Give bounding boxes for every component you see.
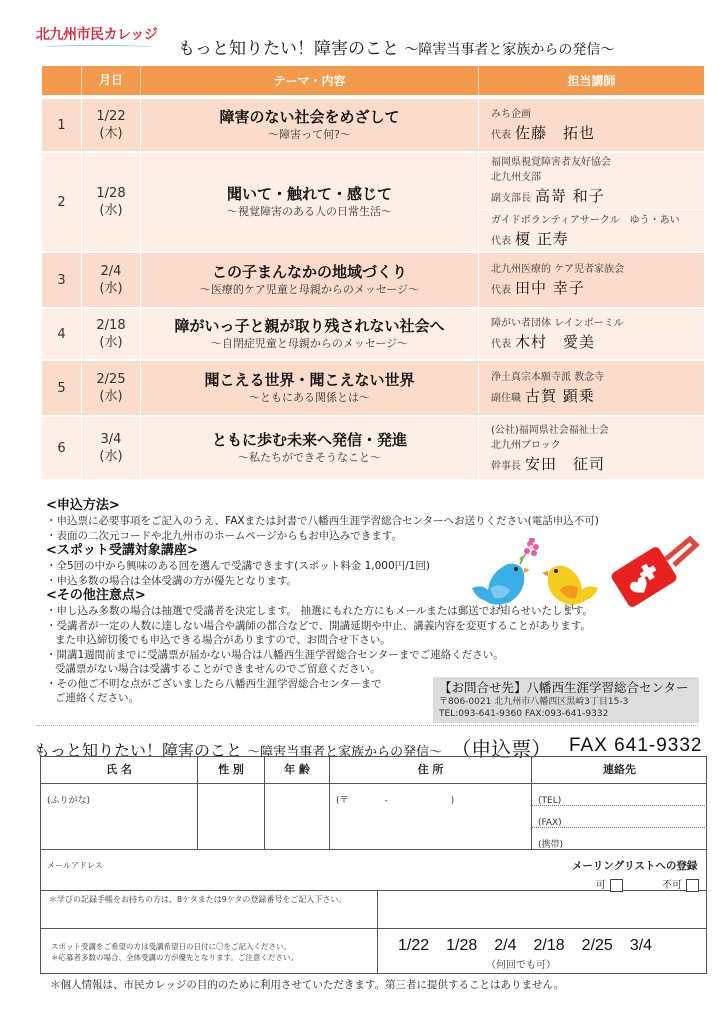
session-instructor — [479, 417, 704, 479]
notes-section — [46, 498, 706, 706]
theme-title: 障害のない社会をめざして — [219, 108, 400, 126]
fax-label: (FAX) — [538, 818, 562, 828]
mobile-field[interactable] — [532, 828, 707, 850]
form-title-sub: ～障害当事者と家族からの発信～ — [247, 745, 443, 760]
schedule-row — [42, 253, 704, 307]
spot-date-option[interactable]: 2/4 — [494, 937, 517, 954]
other-line: ・申し込み多数の場合は抽選で受講者を決定します。 抽選にもれた方にもメールまたは郵送でお知らせいたします。 — [46, 605, 594, 617]
mailing-no-checkbox[interactable] — [686, 879, 699, 892]
date-text: 2/25 — [96, 372, 126, 387]
theme-subtitle: ～私たちができそうなこと～ — [238, 451, 381, 464]
instructor-block — [479, 209, 704, 249]
session-instructor — [479, 153, 704, 251]
spot-line: ・全5回の中から興味のある回を選んで受講できます(スポット料金 1,000円/1回) — [46, 560, 430, 572]
instructor-line — [491, 122, 704, 143]
date-text: 2/18 — [96, 318, 126, 333]
birds-illustration — [470, 538, 600, 613]
other-line: ・開講1週間前までに受講票が届かない場合は八幡西生涯学習総合センターまでご連絡ください。 — [46, 648, 504, 661]
apply-line: ・申込票に必要事項をご記入のうえ、FAXまたは封書で八幡西生涯学習総合センターへお送りください(電話申込不可) — [46, 515, 599, 527]
instructor-org: ガイドボランティアサークル ゆう・あい — [491, 215, 680, 226]
instructor-org: 北九州ブロック — [491, 439, 561, 451]
apply-line: ・表面の二次元コードや北九州市のホームページからもお申込みできます。 — [46, 529, 402, 542]
tel-label: (TEL) — [538, 796, 562, 806]
header-date: 月日 — [82, 66, 141, 95]
blue-bird-icon — [472, 564, 530, 610]
instructor-name: 榎 正寿 — [515, 230, 569, 248]
mailing-yes-label: 可 — [595, 880, 606, 891]
session-instructor — [479, 99, 704, 151]
theme-title: 聞こえる世界・聞こえない世界 — [204, 371, 415, 389]
record-note-cell — [41, 891, 378, 929]
yellow-bird-icon — [542, 566, 598, 610]
session-instructor — [479, 253, 704, 307]
spot-date-option[interactable]: 3/4 — [629, 937, 653, 954]
privacy-note: ＊個人情報は、市民カレッジの目的のために利用させていただきます。第三者に提供することはありません。 — [50, 979, 565, 991]
schedule-row — [42, 417, 704, 479]
spot-note-2: ＊応募者多数の場合、全体受講の方が優先となります。ご注意ください。 — [51, 953, 298, 962]
spot-note-cell — [41, 929, 378, 974]
schedule-row — [42, 153, 704, 251]
spot-dates-cell — [378, 929, 707, 974]
instructor-block — [491, 370, 704, 406]
spot-date-option[interactable]: 2/25 — [581, 937, 613, 954]
other-line: ・その他ご不明な点がございましたら八幡西生涯学習総合センターまで — [46, 677, 382, 690]
record-note: ＊学びの記録手帳をお持ちの方は、8ケタまたは9ケタの登録番号をご記入下さい。 — [49, 895, 347, 904]
session-number: 4 — [42, 309, 82, 359]
page-title-sub: ～障害当事者と家族からの発信～ — [404, 42, 615, 58]
session-date — [82, 309, 141, 359]
instructor-name: 安田 征司 — [525, 454, 606, 473]
other-heading: <その他注意点> — [46, 588, 146, 603]
day-text: (水) — [99, 449, 123, 464]
apply-heading: <申込方法> — [46, 498, 120, 513]
instructor-org: 障がい者団体 レインボーミル — [491, 318, 624, 329]
instructor-name: 高嵜 和子 — [535, 187, 605, 205]
session-number: 6 — [42, 417, 82, 479]
instructor-org: (公社)福岡県社会福祉士会 — [491, 424, 609, 436]
instructor-org: 福岡県視覚障害者友好協会 — [491, 157, 611, 168]
session-number: 1 — [42, 99, 82, 151]
logo-swoosh — [42, 45, 152, 49]
instructor-block — [491, 316, 704, 352]
instructor-line — [491, 453, 704, 474]
session-instructor — [479, 361, 704, 415]
application-form — [40, 756, 707, 974]
instructor-role: 代表 — [491, 236, 511, 247]
contact-box — [433, 677, 699, 723]
header-gender: 性 別 — [198, 757, 265, 784]
fax-number: FAX 641-9332 — [569, 735, 703, 756]
header-theme: テーマ・内容 — [141, 66, 479, 95]
instructor-name: 佐藤 拓也 — [515, 124, 596, 142]
instructor-role: 代表 — [491, 285, 511, 296]
day-text: (木) — [99, 126, 123, 141]
flower-icon — [519, 538, 539, 564]
tel-field[interactable] — [532, 784, 707, 806]
schedule-row — [42, 99, 704, 151]
mailing-list — [572, 858, 699, 892]
other-line: 受講票がない場合は受講することができませんのでご留意ください。 — [55, 663, 381, 675]
other-line: また申込締切後でも申込できる場合がありますので、お問合せ下さい。 — [55, 634, 391, 646]
day-text: (水) — [99, 203, 123, 218]
instructor-role: 代表 — [491, 130, 511, 141]
furigana-label: (ふりがな) — [47, 796, 91, 806]
session-date — [82, 361, 141, 415]
instructor-block — [491, 107, 704, 143]
schedule-row — [42, 309, 704, 359]
header-age: 年 齢 — [265, 757, 330, 784]
instructor-name: 古賀 顕乗 — [525, 387, 595, 405]
help-mark-tag-illustration — [610, 535, 705, 615]
day-text: (水) — [99, 335, 123, 350]
name-field[interactable] — [41, 784, 198, 850]
page-title — [178, 34, 614, 59]
page-title-main: もっと知りたい！障害のこと — [178, 39, 399, 59]
session-date — [82, 417, 141, 479]
spot-note-1: スポット受講をご希望の方は受講希望日の日付に〇をご記入ください。 — [51, 942, 291, 951]
theme-title: 障がいっ子と親が取り残されない社会へ — [174, 317, 445, 335]
day-text: (水) — [99, 389, 123, 404]
gender-field[interactable] — [198, 784, 265, 850]
session-number: 2 — [42, 153, 82, 251]
header-no — [42, 66, 82, 95]
header-name: 氏 名 — [41, 757, 198, 784]
spot-dates-note: （何回でも可） — [486, 960, 556, 971]
spot-heading: <スポット受講対象講座> — [46, 543, 198, 558]
theme-title: この子まんなかの地域づくり — [211, 263, 407, 281]
instructor-line — [491, 185, 704, 206]
spot-date-option[interactable]: 1/22 — [398, 937, 430, 954]
header-address: 住 所 — [330, 757, 532, 784]
theme-subtitle: ～医療的ケア児童と母親からのメッセージ～ — [199, 283, 420, 296]
other-line: ご連絡ください。 — [55, 692, 139, 704]
instructor-block — [491, 423, 704, 474]
header-instructor: 担当講師 — [479, 66, 704, 95]
theme-title: 聞いて・触れて・感じて — [226, 185, 392, 203]
contact-phones: TEL:093-641-9360 FAX:093-641-9332 — [439, 709, 609, 719]
theme-subtitle: ～ともにある関係とは～ — [249, 391, 370, 404]
form-title-main: もっと知りたい！障害のこと — [34, 741, 243, 760]
logo — [36, 24, 166, 48]
spot-date-option[interactable]: 1/28 — [446, 937, 478, 954]
instructor-role: 副支部長 — [491, 193, 531, 204]
session-theme — [141, 153, 479, 251]
instructor-org: 北九州医療的 ケア児者家族会 — [491, 264, 625, 275]
contact-address: 〒806-0021 北九州市八幡西区黒崎3丁目15-3 — [439, 697, 629, 707]
session-date — [82, 99, 141, 151]
instructor-block — [491, 155, 704, 206]
instructor-line — [491, 331, 704, 352]
schedule-header-row — [42, 66, 704, 95]
instructor-line — [491, 385, 704, 406]
session-instructor — [479, 309, 704, 359]
instructor-org: 北九州支部 — [491, 172, 541, 183]
session-date — [82, 253, 141, 307]
instructor-role: 代表 — [491, 339, 511, 350]
theme-title: ともに歩む未来へ発信・発進 — [211, 431, 407, 449]
email-field[interactable] — [41, 850, 707, 891]
instructor-name: 田中 幸子 — [515, 279, 585, 297]
contact-heading: 【お問合せ先】八幡西生涯学習総合センター — [439, 680, 689, 695]
mailing-list-label: メーリングリストへの登録 — [571, 860, 698, 872]
address-field[interactable] — [330, 784, 532, 850]
record-number-field[interactable] — [378, 891, 707, 929]
header-contact: 連絡先 — [532, 757, 707, 784]
age-field[interactable] — [265, 784, 330, 850]
mobile-label: (携帯) — [538, 840, 564, 850]
mailing-no-label: 不可 — [662, 880, 682, 891]
instructor-line — [491, 228, 704, 249]
spot-line: ・申込多数の場合は全体受講の方が優先となります。 — [46, 574, 298, 587]
other-line: ・受講者が一定の人数に達しない場合や講師の都合などで、開講延期や中止、講義内容を変更することがあります。 — [46, 619, 591, 632]
instructor-role: 幹事長 — [491, 460, 521, 472]
mailing-yes-checkbox[interactable] — [610, 879, 623, 892]
instructor-role: 副住職 — [491, 393, 521, 404]
email-label: メールアドレス — [47, 861, 103, 870]
date-text: 3/4 — [100, 432, 122, 447]
session-number: 5 — [42, 361, 82, 415]
cut-line — [36, 725, 698, 726]
theme-subtitle: ～自閉症児童と母親からのメッセージ～ — [210, 337, 409, 350]
date-text: 1/22 — [96, 109, 126, 124]
postal-code-label: (〒 - ) — [336, 796, 455, 806]
instructor-org: みち企画 — [491, 109, 531, 120]
fax-field[interactable] — [532, 806, 707, 828]
schedule-table — [42, 66, 704, 479]
theme-subtitle: ～視覚障害のある人の日常生活～ — [227, 205, 392, 218]
instructor-name: 木村 愛美 — [515, 333, 596, 351]
date-text: 2/4 — [100, 264, 122, 279]
instructor-line — [491, 277, 704, 298]
spot-dates — [398, 937, 707, 955]
session-theme — [141, 309, 479, 359]
session-theme — [141, 417, 479, 479]
form-title-tag: （申込票） — [451, 737, 552, 761]
session-date — [82, 153, 141, 251]
session-theme — [141, 253, 479, 307]
instructor-block — [491, 262, 704, 298]
session-number: 3 — [42, 253, 82, 307]
date-text: 1/28 — [96, 186, 126, 201]
session-theme — [141, 99, 479, 151]
logo-text: 北九州市民カレッジ — [36, 27, 158, 43]
session-theme — [141, 361, 479, 415]
day-text: (水) — [99, 281, 123, 296]
tag-strap — [666, 539, 696, 565]
theme-subtitle: ～障害って何?～ — [268, 128, 351, 141]
schedule-row — [42, 361, 704, 415]
spot-date-option[interactable]: 2/18 — [533, 937, 565, 954]
instructor-org: 浄土真宗本願寺派 教念寺 — [491, 372, 605, 383]
